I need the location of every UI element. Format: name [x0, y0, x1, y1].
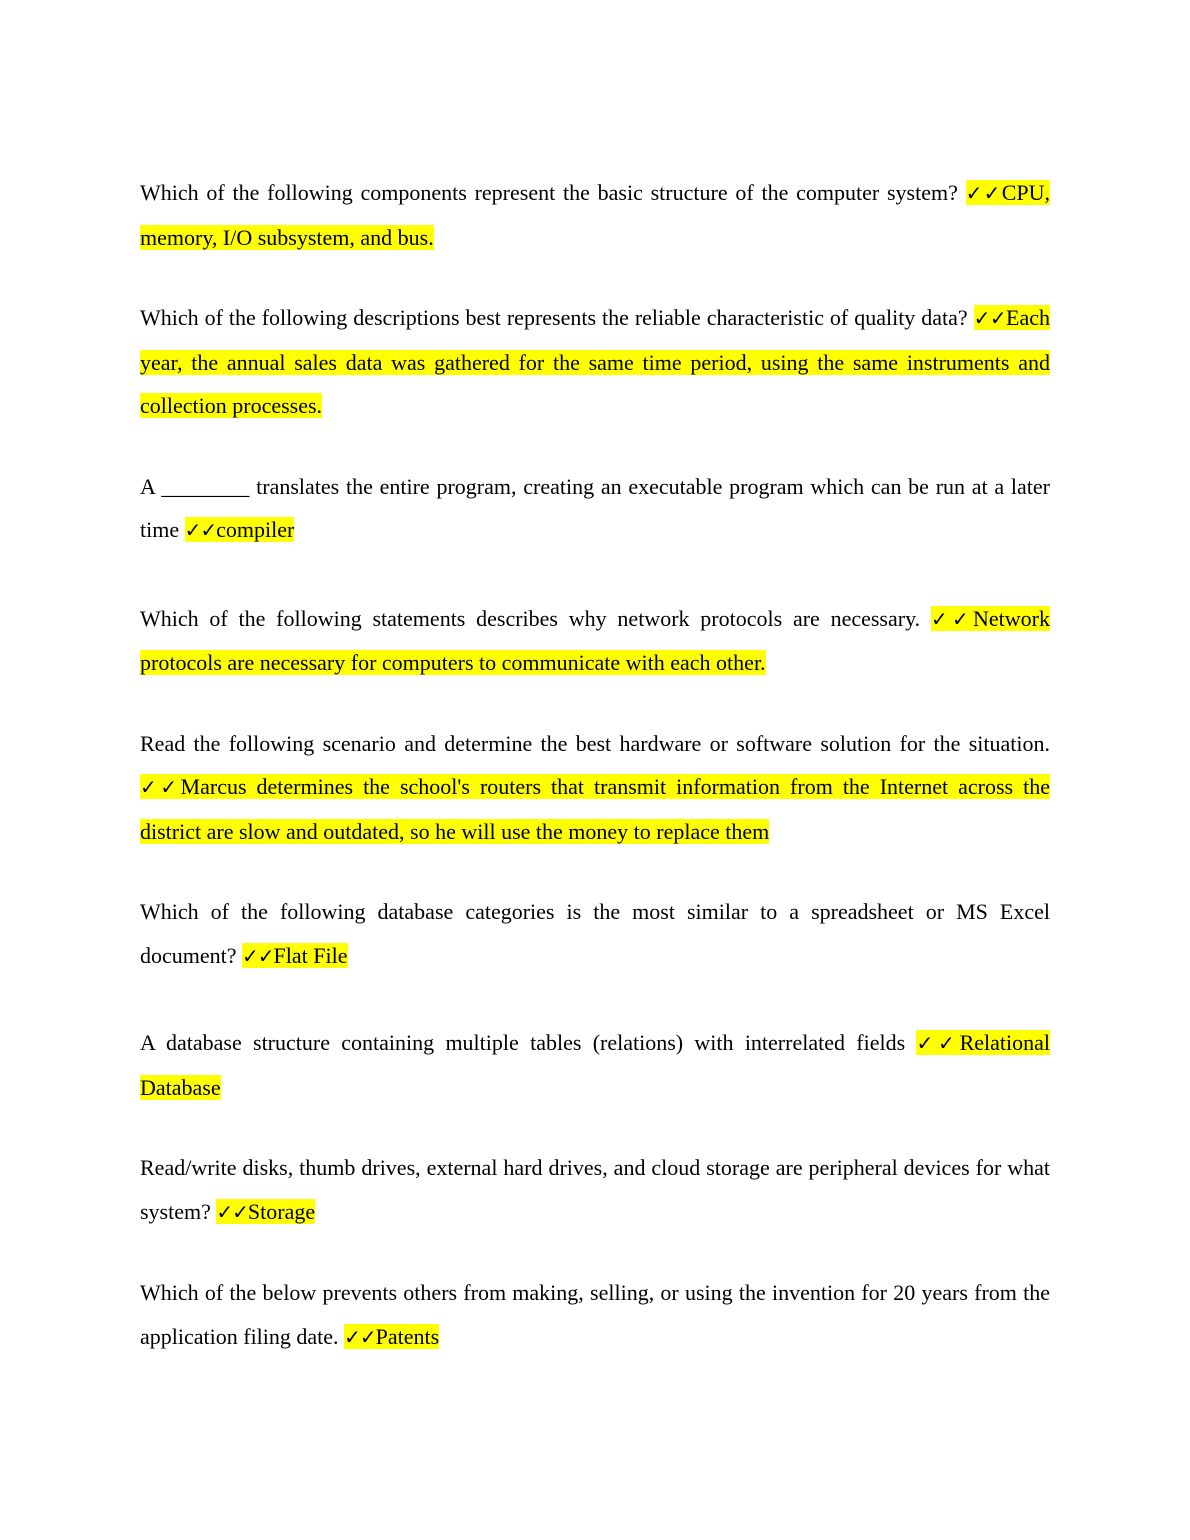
double-check-icon: ✓✓	[140, 775, 181, 799]
qa-item-9	[140, 1271, 1050, 1359]
double-check-icon: ✓✓	[184, 518, 217, 542]
answer-highlight	[344, 1324, 439, 1349]
qa-item-3	[140, 465, 1050, 553]
question-text: Read/write disks, thumb drives, external hard drives, and cloud storage are peripheral devices for what system?	[140, 1155, 1050, 1224]
qa-item-6	[140, 890, 1050, 978]
answer-text: Relational Database	[140, 1030, 1051, 1100]
question-text: Which of the following descriptions best represents the reliable characteristic of quality data?	[140, 305, 968, 330]
question-text: Which of the following components represent the basic structure of the computer system?	[140, 180, 958, 205]
double-check-icon: ✓✓	[216, 1199, 248, 1224]
double-check-icon: ✓✓	[930, 606, 974, 631]
double-check-icon: ✓✓	[242, 943, 274, 968]
question-text: Read the following scenario and determine the best hardware or software solution for the situation.	[140, 730, 1050, 756]
qa-item-2	[140, 296, 1050, 428]
answer-text: Network protocols are necessary for computers to communicate with each other.	[140, 605, 1051, 675]
question-text: Which of the following statements describes why network protocols are necessary.	[140, 605, 921, 631]
double-check-icon: ✓✓	[344, 1324, 376, 1349]
answer-text: Patents	[375, 1323, 440, 1349]
double-check-icon: ✓✓	[965, 181, 1002, 205]
document-page	[140, 171, 1050, 1396]
question-text: Which of the below prevents others from making, selling, or using the invention for 20 years from the application filing date.	[140, 1280, 1050, 1349]
double-check-icon: ✓✓	[916, 1031, 960, 1055]
answer-highlight	[242, 943, 347, 968]
question-text: A database structure containing multiple tables (relations) with interrelated fields	[140, 1030, 906, 1055]
qa-item-7	[140, 1021, 1050, 1109]
answer-highlight	[140, 774, 1050, 844]
qa-item-1	[140, 171, 1050, 259]
answer-text: Flat File	[273, 942, 348, 968]
qa-item-8	[140, 1146, 1050, 1234]
double-check-icon: ✓✓	[973, 306, 1007, 330]
qa-item-5	[140, 722, 1050, 854]
answer-highlight	[216, 1199, 315, 1224]
answer-text: Each year, the annual sales data was gathered for the same time period, using the same instruments and collection processes.	[140, 305, 1051, 418]
answer-text: Storage	[247, 1198, 316, 1224]
question-text: A ________ translates the entire program, creating an executable program which can be run at a later time	[140, 473, 1050, 542]
qa-item-4	[140, 597, 1050, 685]
answer-text: Marcus determines the school's routers that transmit information from the Internet across the district are slow and outdated, so he will use the money to replace them	[140, 774, 1050, 844]
question-text: Which of the following database categories is the most similar to a spreadsheet or MS Excel document?	[140, 899, 1050, 968]
answer-text: compiler	[216, 517, 295, 542]
answer-text: CPU, memory, I/O subsystem, and bus.	[140, 180, 1051, 250]
answer-highlight	[185, 517, 295, 542]
